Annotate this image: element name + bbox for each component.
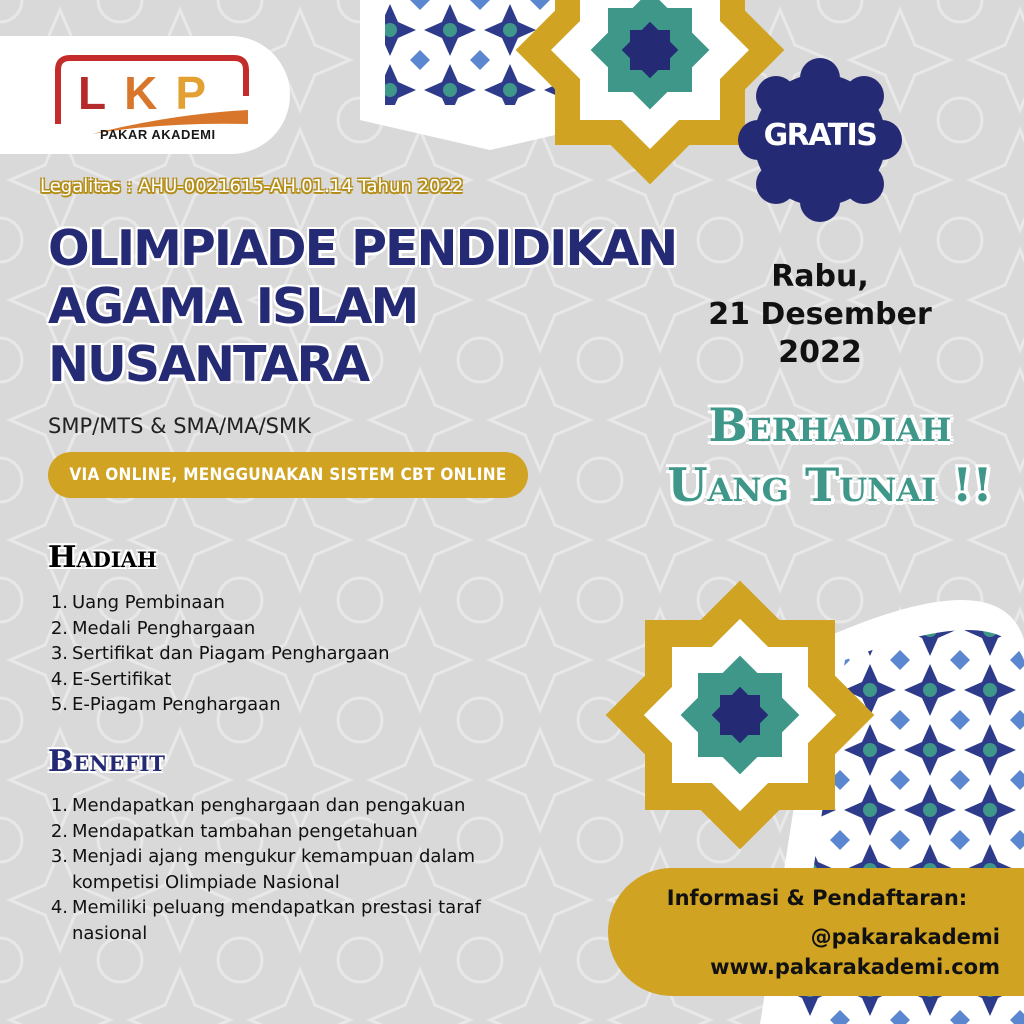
title-line-3: NUSANTARA xyxy=(48,336,369,393)
website-link[interactable]: www.pakarakademi.com xyxy=(710,955,1000,979)
prize-line-2: Uang Tunai !! xyxy=(667,458,993,512)
info-heading: Informasi & Pendaftaran: xyxy=(666,886,968,910)
logo-letter-l: L xyxy=(78,67,125,119)
benefit-heading: Benefit xyxy=(48,744,165,779)
logo-letters xyxy=(78,66,224,120)
hadiah-heading: Hadiah xyxy=(48,540,157,575)
list-item: 1. Uang Pembinaan xyxy=(50,592,225,613)
logo-letter-p: P xyxy=(175,67,225,119)
gratis-label: GRATIS xyxy=(763,118,877,153)
list-item: 4. E-Sertifikat xyxy=(50,668,172,690)
via-online-banner: VIA ONLINE, MENGGUNAKAN SISTEM CBT ONLINE xyxy=(48,452,528,498)
date-day-month: 21 Desember xyxy=(708,297,932,332)
instagram-handle[interactable]: @pakarakademi xyxy=(810,925,1000,949)
date-day: Rabu, xyxy=(771,259,869,294)
prize-line-1: Berhadiah xyxy=(708,398,952,452)
bottom-star-ornament xyxy=(606,581,875,850)
hadiah-list xyxy=(48,590,390,718)
list-item: 2. Mendapatkan tambahan pengetahuan xyxy=(50,820,418,842)
benefit-list xyxy=(48,793,588,946)
logo-subtitle: PAKAR AKADEMI xyxy=(100,127,216,142)
title-line-1: OLIMPIADE PENDIDIKAN xyxy=(48,220,677,277)
date-year: 2022 xyxy=(778,335,862,370)
list-item: 5. E-Piagam Penghargaan xyxy=(50,694,281,715)
legal-text: Legalitas : AHU-0021615-AH.01.14 Tahun 2022 xyxy=(40,176,464,197)
event-date xyxy=(690,258,950,372)
list-item: 4. Memiliki peluang mendapatkan prestasi taraf nasional xyxy=(50,897,481,944)
list-item: 2. Medali Penghargaan xyxy=(50,617,256,639)
list-item: 1. Mendapatkan penghargaan dan pengakuan xyxy=(50,795,466,816)
list-item: 3. Menjadi ajang mengukur kemampuan dalam kompetisi Olimpiade Nasional xyxy=(50,846,476,893)
school-levels: SMP/MTS & SMA/MA/SMK xyxy=(48,414,311,438)
logo-letter-k: K xyxy=(124,67,176,119)
title-line-2: AGAMA ISLAM xyxy=(48,278,418,335)
list-item: 3. Sertifikat dan Piagam Penghargaan xyxy=(50,643,390,664)
